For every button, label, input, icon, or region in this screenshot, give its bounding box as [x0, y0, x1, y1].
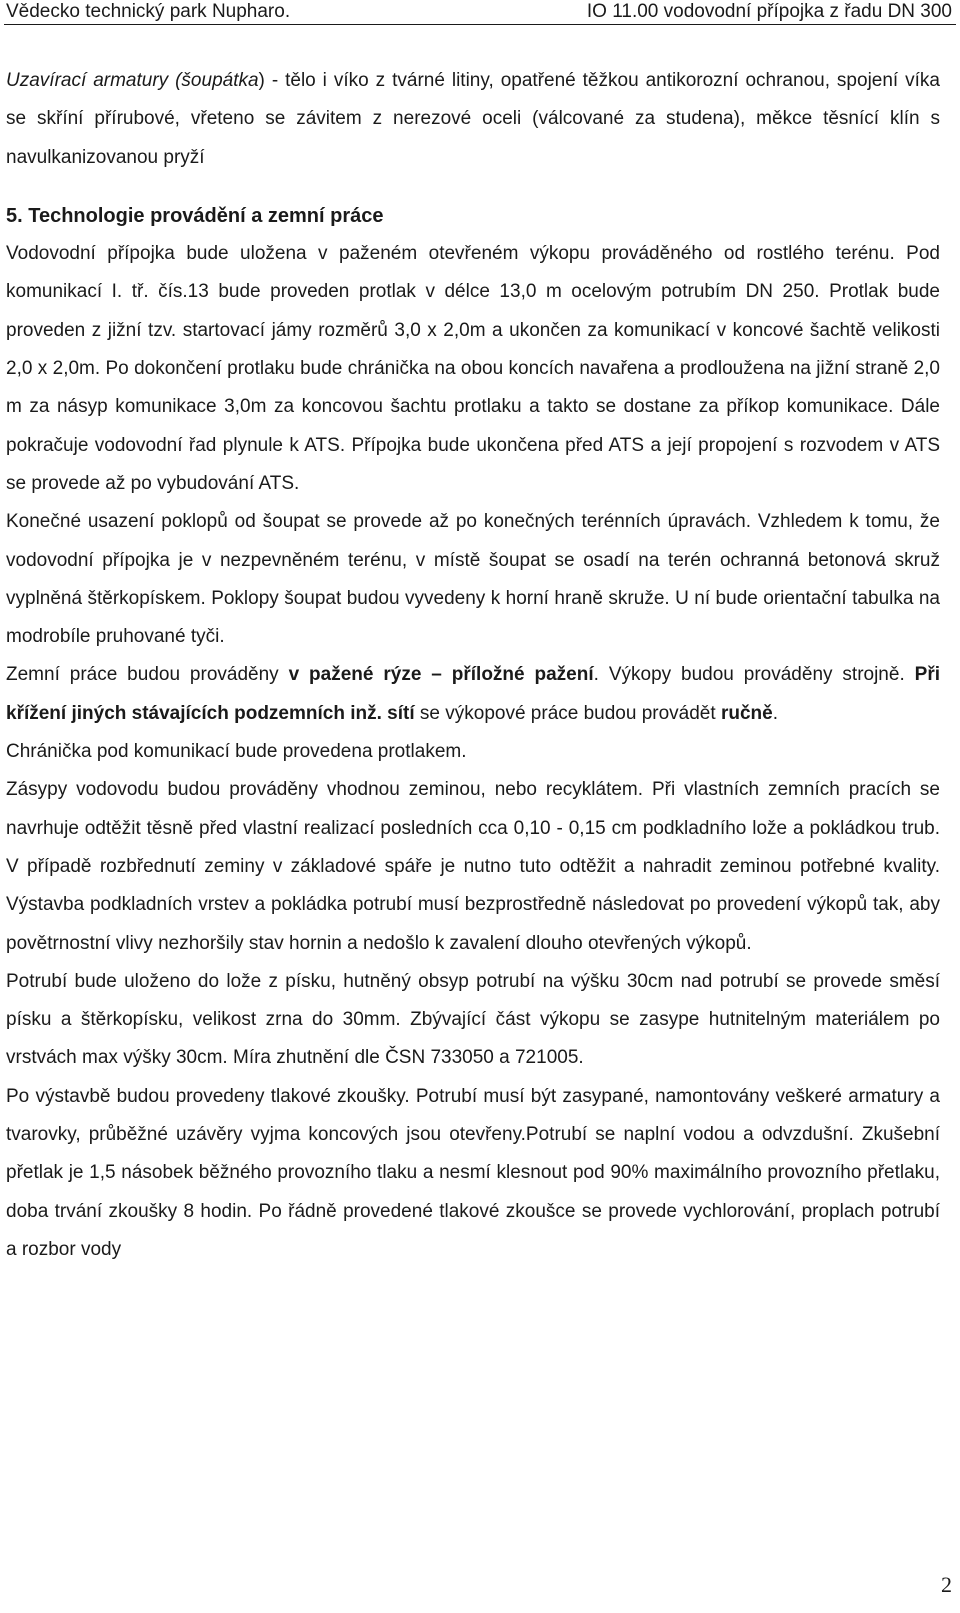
- paragraph-sleeve: Chránička pod komunikací bude provedena protlakem.: [6, 741, 467, 763]
- earthworks-text-e: se výkopové práce budou provádět: [414, 702, 721, 724]
- earthworks-text-a: Zemní práce budou prováděny: [6, 664, 289, 686]
- earthworks-text-c: . Výkopy budou prováděny strojně.: [593, 664, 915, 686]
- page-header: [0, 0, 960, 40]
- document-body: [6, 62, 940, 1269]
- page-number: 2: [941, 1572, 952, 1597]
- section-heading: 5. Technologie provádění a zemní práce: [6, 204, 384, 227]
- intro-text: ) - tělo i víko z tvárné litiny, opatřené těžkou antikorozní ochranou, spojení víka se skříní přírubové, vřeteno se závitem z nerezové oceli (válcované za studena), měkce těsnící klín s navulkanizovanou pryží: [6, 70, 940, 168]
- header-document-code: IO 11.00 vodovodní přípojka z řadu DN 300: [586, 1, 952, 22]
- earthworks-bold-d: Při křížení jiných stávajících podzemních inž. sítí: [6, 664, 940, 724]
- paragraph-earthworks: [6, 656, 940, 733]
- earthworks-bold-b: v pažené rýze – příložné pažení: [288, 664, 594, 686]
- paragraph-valve-covers: Konečné usazení poklopů od šoupat se provede až po konečných terénních úpravách. Vzhledem k tomu, že vodovodní přípojka je v nezpevněném terénu, v místě šoupat se osadí na terén ochranná betonová skruž vyplněná štěrkopískem. Poklopy šoupat budou vyvedeny k horní hraně skruže. U ní bude orientační tabulka na modrobíle pruhované tyči.: [6, 511, 940, 648]
- earthworks-text-g: .: [772, 702, 778, 724]
- earthworks-bold-f: ručně: [720, 702, 773, 724]
- paragraph-construction: Vodovodní přípojka bude uložena v paženém otevřeném výkopu prováděného od rostlého terénu. Pod komunikací I. tř. čís.13 bude proveden protlak v délce 13,0 m ocelovým potrubím DN 250. Protlak bude proveden z jižní tzv. startovací jámy rozměrů 3,0 x 2,0m a ukončen za komunikací v koncové šachtě velikosti 2,0 x 2,0m. Po dokončení protlaku bude chránička na obou koncích navařena a prodloužena na jižní straně 2,0 m za násyp komunikace 3,0m za koncovou šachtu protlaku a takto se dostane za příkop komunikace. Dále pokračuje vodovodní řad plynule k ATS. Přípojka bude ukončena před ATS a její propojení s rozvodem v ATS se provede až po vybudování ATS.: [6, 243, 940, 494]
- intro-paragraph: [6, 62, 940, 177]
- paragraph-pressure-test: Po výstavbě budou provedeny tlakové zkoušky. Potrubí musí být zasypané, namontovány veškeré armatury a tvarovky, průběžné uzávěry vyjma koncových jsou otevřeny.Potrubí se naplní vodou a odvzdušní. Zkušební přetlak je 1,5 násobek běžného provozního tlaku a nesmí klesnout pod 90% maximálního provozního přetlaku, doba trvání zkoušky 8 hodin. Po řádně provedené tlakové zkoušce se provede vychlorování, proplach potrubí a rozbor vody: [6, 1085, 940, 1260]
- header-divider: [4, 24, 956, 25]
- intro-italic: Uzavírací armatury (šoupátka: [6, 70, 259, 91]
- paragraph-bedding: Potrubí bude uloženo do lože z písku, hutněný obsyp potrubí na výšku 30cm nad potrubí se provede směsí písku a štěrkopísku, velikost zrna do 30mm. Zbývající část výkopu se zasype hutnitelným materiálem po vrstvách max výšky 30cm. Míra zhutnění dle ČSN 733050 a 721005.: [6, 970, 940, 1069]
- header-project-title: Vědecko technický park Nupharo.: [6, 1, 291, 22]
- paragraph-backfill: Zásypy vodovodu budou prováděny vhodnou zeminou, nebo recyklátem. Při vlastních zemních pracích se navrhuje odtěžit těsně před vlastní realizací posledních cca 0,10 - 0,15 cm podkladního lože a pokládkou trub. V případě rozbřednutí zeminy v základové spáře je nutno tuto odtěžit a nahradit zeminou potřebné kvality. Výstavba podkladních vrstev a pokládka potrubí musí bezprostředně následovat po provedení výkopů tak, aby povětrnostní vlivy nezhoršily stav hornin a nedošlo k zavalení dlouho otevřených výkopů.: [6, 779, 940, 954]
